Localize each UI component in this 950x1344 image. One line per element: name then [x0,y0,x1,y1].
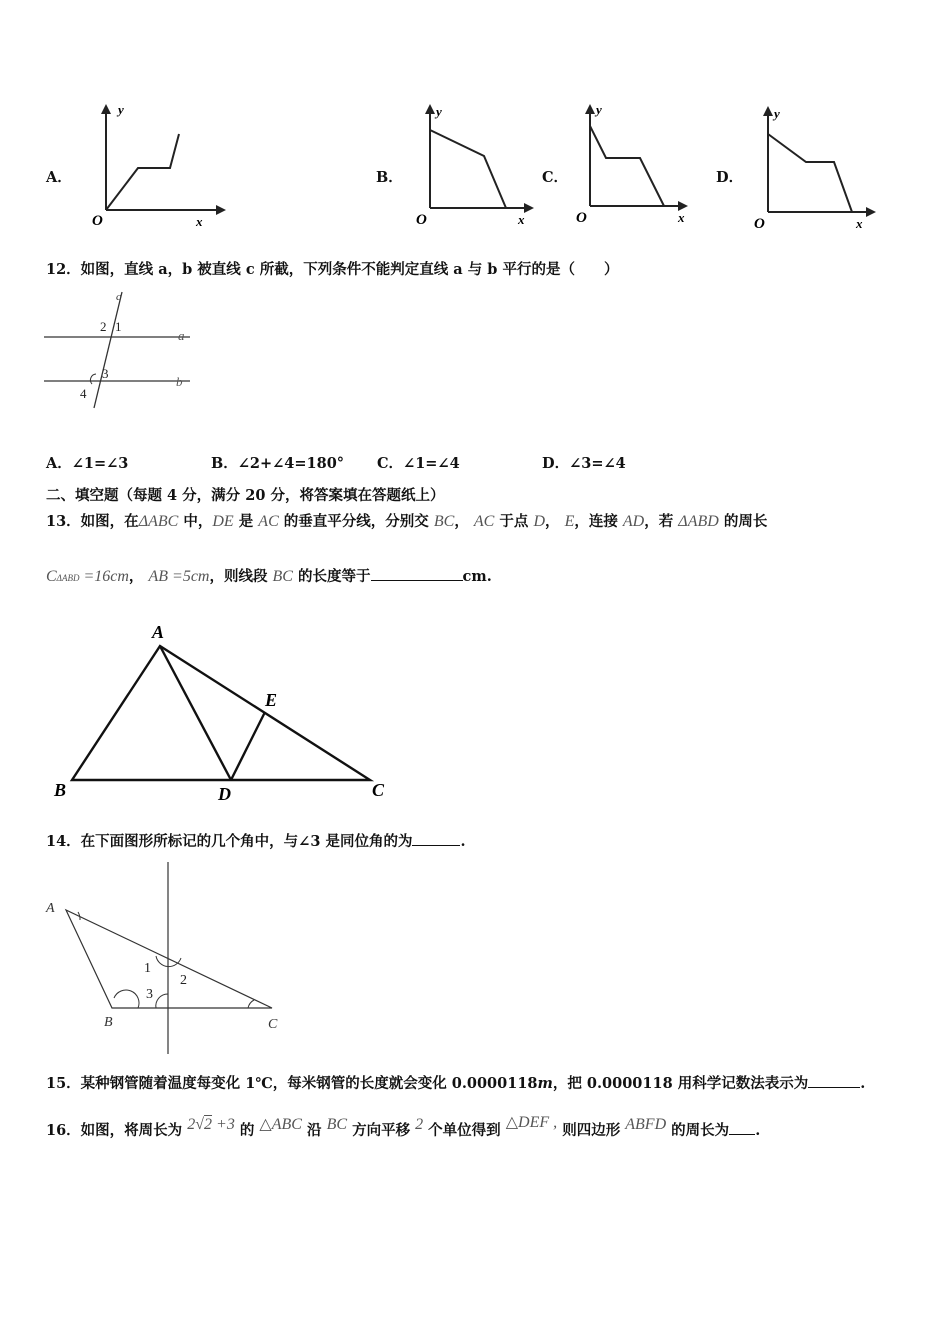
q14-text: 14．在下面图形所标记的几个角中，与∠3 是同位角的为 [46,833,413,850]
q14-angle-2: 2 [180,973,187,988]
q14-stem [46,831,466,851]
q13-text: 中， [178,513,213,530]
section-2-heading: 二、填空题（每题 4 分，满分 20 分，将答案填在答题纸上） [46,487,445,504]
q16-text: . [755,1122,761,1139]
q13-math: DE [212,513,234,530]
q15-text: 15．某种钢管随着温度每变化 1℃，每米钢管的长度就会变化 0.0000118 [46,1075,538,1092]
q16-text: 方向平移 [347,1122,416,1139]
q16-text: 的周长为 [666,1122,730,1139]
q16-text: 沿 [301,1122,327,1139]
q13-math: BC [272,568,293,585]
q13-vertex-b: B [54,780,67,800]
q12-label-a: a [178,328,185,343]
q11-graph-d [748,102,888,232]
q13-math: =16cm [79,568,129,585]
q13-math: ΔABD [678,513,719,530]
q14-figure [40,860,290,1056]
q14-answer-blank [412,831,460,846]
q13-vertex-a: A [152,622,165,642]
q13-text: 13．如图，在 [46,513,139,530]
q12-label-b: b [176,374,183,389]
q16-math: △DEF , [505,1114,558,1131]
q14-text: . [460,833,466,850]
q12-figure [44,288,190,424]
q12-option-c: C．∠1=∠4 [377,455,460,472]
q11-c-origin: O [576,210,587,226]
q14-vertex-b: B [104,1015,113,1030]
q11-b-origin: O [416,212,427,228]
q11-b-x-label: x [518,212,525,227]
q16-text: 的 [234,1122,260,1139]
q16-math: △ABC [259,1116,302,1133]
q13-text: ，连接 [574,513,623,530]
q13-text: ，则线段 [209,568,273,585]
q11-option-d-label: D． [716,169,744,186]
q14-angle-3: 3 [146,987,153,1002]
q13-text: ， [128,568,149,585]
q15-text: . [860,1075,866,1092]
q16-math: 2 [415,1116,424,1133]
q14-vertex-c: C [268,1017,278,1032]
q13-text: ，若 [644,513,679,530]
q13-math: AD [622,513,645,530]
q16-answer-blank [729,1120,755,1135]
q16-text: 个单位得到 [423,1122,506,1139]
q11-c-y-label: y [596,102,602,117]
q13-text: 于点 [494,513,534,530]
q12-stem: 12．如图，直线 a，b 被直线 c 所截，下列条件不能判定直线 a 与 b 平行的是（ ） [46,261,619,278]
q14-angle-1: 1 [144,961,151,976]
q16-stem [46,1114,761,1140]
q13-stem-line2 [46,566,492,587]
q12-angle-2: 2 [100,319,107,334]
q13-math: ΔABC [138,513,179,530]
q13-text: 的垂直平分线，分别交 [278,513,434,530]
q13-answer-blank [371,566,463,581]
q13-vertex-c: C [372,780,385,800]
q15-answer-blank [808,1073,860,1088]
q13-math: AB =5cm [148,568,210,585]
q13-math: D [533,513,545,530]
q16-math: 2 [187,1116,196,1133]
q11-d-x-label: x [856,216,863,231]
q13-math: AC [473,513,495,530]
q12-label-c: c [116,291,121,303]
q11-c-x-label: x [678,210,685,225]
q11-d-y-label: y [774,106,780,121]
q13-text: cm. [462,568,492,585]
q15-text: ，把 0.0000118 用科学记数法表示为 [552,1075,809,1092]
q12-angle-4: 4 [80,386,87,401]
q11-option-a-label: A． [46,169,72,186]
q15-math: m [537,1075,553,1092]
q11-graph-b [410,100,540,230]
q12-angle-1: 1 [115,319,122,334]
q13-point-e: E [265,690,278,710]
q16-perimeter-expr: 2√2 +3 [187,1116,235,1133]
q11-graph-c [572,100,702,230]
q13-math: AC [258,513,279,530]
q16-math: BC [326,1116,348,1133]
q13-text: 的周长 [718,513,768,530]
q12-angle-3: 3 [102,366,109,381]
q13-math: BC [433,513,455,530]
q13-math-sub: ΔABD [56,573,80,583]
q11-d-origin: O [754,216,765,232]
q14-vertex-a: A [46,901,55,916]
q12-option-d: D．∠3=∠4 [542,455,626,472]
q16-text: 则四边形 [557,1122,626,1139]
q11-option-c-label: C． [542,169,569,186]
q15-stem [46,1073,865,1093]
q11-option-b-label: B． [376,169,403,186]
q11-a-x-label: x [196,214,203,229]
q16-text: 16．如图，将周长为 [46,1122,188,1139]
q11-a-origin: O [92,213,103,229]
q11-a-y-label: y [118,102,124,117]
q16-math: +3 [212,1116,235,1133]
q13-figure [46,618,406,808]
q13-stem-line1 [46,513,767,531]
q12-option-b: B．∠2+∠4=180° [211,455,345,472]
q12-option-a: A．∠1=∠3 [46,455,129,472]
q13-point-d: D [218,784,231,804]
q11-graph-a [80,100,230,230]
q13-math: E [564,513,575,530]
q16-math: ABFD [625,1116,667,1133]
q13-text: 的长度等于 [292,568,371,585]
q13-text: ， [545,513,565,530]
q13-text: 是 [233,513,259,530]
q16-math: 2 [204,1116,213,1133]
q13-math: C [46,568,57,585]
q13-text: ， [454,513,474,530]
q11-b-y-label: y [436,104,442,119]
